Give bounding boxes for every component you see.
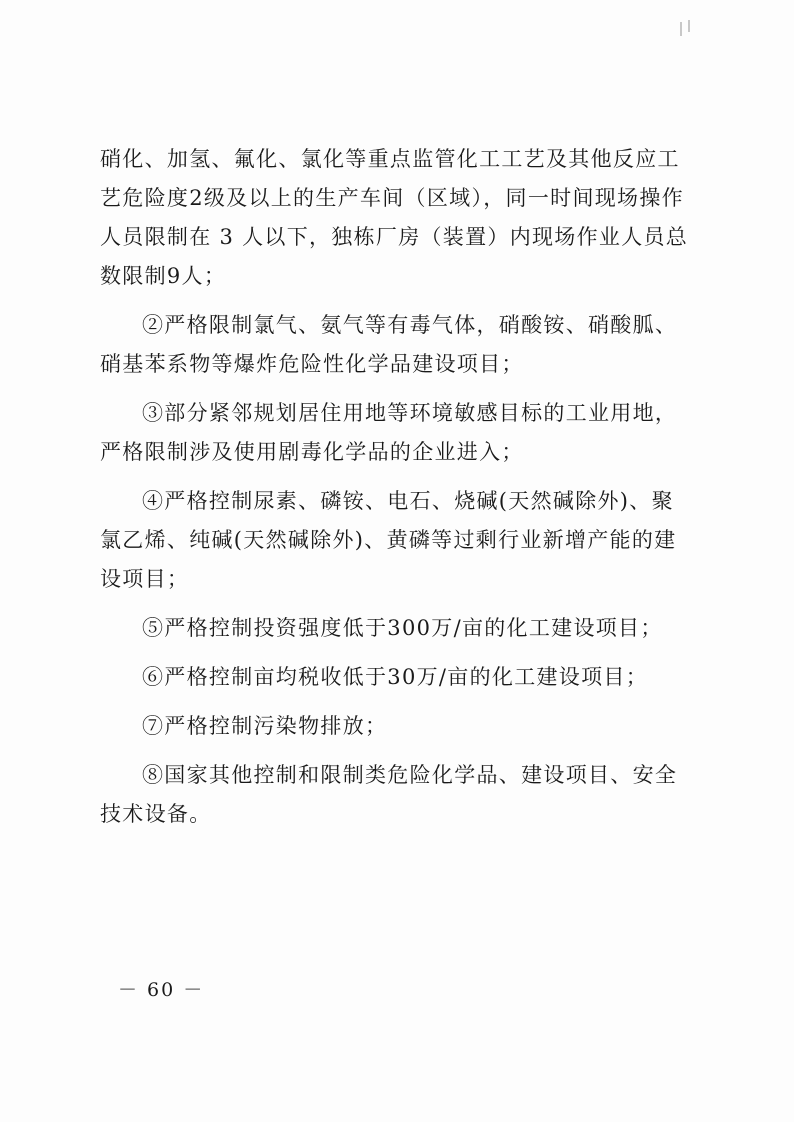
text-line: 人员限制在 3 人以下，独栋厂房（装置）内现场作业人员总 <box>100 225 689 249</box>
text-line: ⑥严格控制亩均税收低于30万/亩的化工建设项目； <box>142 665 648 689</box>
scan-mark <box>688 20 690 32</box>
document-body <box>100 140 689 844</box>
paragraph-item-4 <box>100 482 680 599</box>
paragraph-item-2 <box>100 306 680 384</box>
text-line: 艺危险度2级及以上的生产车间（区域），同一时间现场操作 <box>100 186 684 210</box>
scan-mark <box>680 22 682 36</box>
text-line: ④严格控制尿素、磷铵、电石、烧碱(天然碱除外)、聚 <box>142 489 674 513</box>
text-line: 技术设备。 <box>100 802 212 826</box>
text-line: 硝化、加氢、氟化、氯化等重点监管化工工艺及其他反应工 <box>100 147 680 171</box>
paragraph-item-8 <box>100 756 680 834</box>
paragraph-item-5 <box>100 609 680 648</box>
text-line: ⑦严格控制污染物排放； <box>142 714 388 738</box>
text-line: 设项目； <box>100 567 190 591</box>
paragraph-item-6 <box>100 658 680 697</box>
paragraph-1 <box>100 140 689 296</box>
page-number: － 60 － <box>118 979 205 1001</box>
text-line: 硝基苯系物等爆炸危险性化学品建设项目； <box>100 352 524 376</box>
paragraph-item-3 <box>100 394 680 472</box>
text-line: ⑤严格控制投资强度低于300万/亩的化工建设项目； <box>142 616 663 640</box>
text-line: ⑧国家其他控制和限制类危险化学品、建设项目、安全 <box>142 763 678 787</box>
text-line: ②严格限制氯气、氨气等有毒气体，硝酸铵、硝酸胍、 <box>142 313 678 337</box>
paragraph-item-7 <box>100 707 680 746</box>
text-line: 数限制9人； <box>100 264 227 288</box>
text-line: 严格限制涉及使用剧毒化学品的企业进入； <box>100 440 524 464</box>
text-line: 氯乙烯、纯碱(天然碱除外)、黄磷等过剩行业新增产能的建 <box>100 528 677 552</box>
text-line: ③部分紧邻规划居住用地等环境敏感目标的工业用地， <box>142 401 678 425</box>
